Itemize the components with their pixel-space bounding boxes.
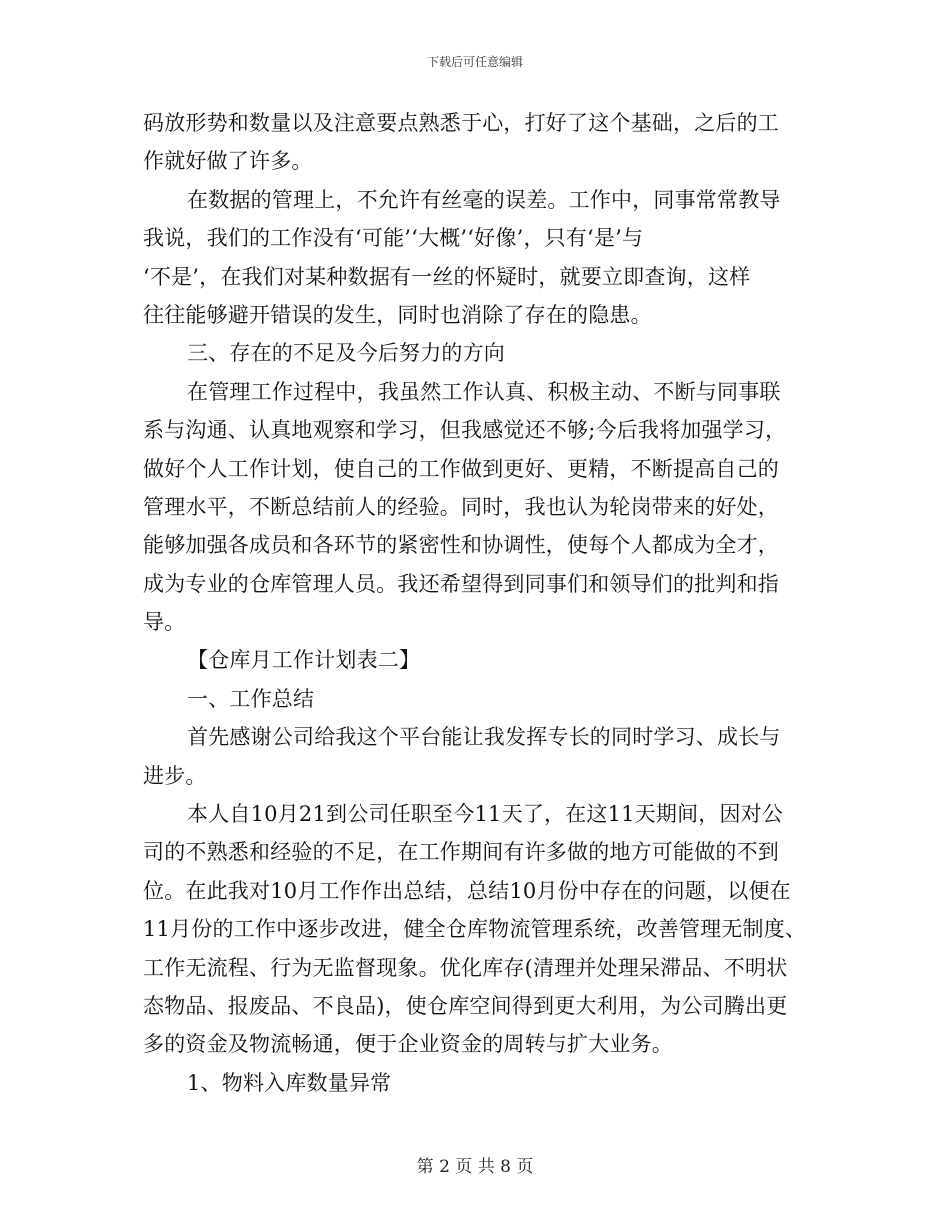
paragraph-line: 作就好做了许多。 <box>143 149 313 174</box>
paragraph-line: 工作无流程、行为无监督现象。优化库存(清理并处理呆滞品、不明状 <box>143 955 788 980</box>
paragraph-line: 我说，我们的工作没有‘可能’‘大概’‘好像’，只有‘是’与 <box>143 226 644 251</box>
paragraph-line: 做好个人工作计划，使自己的工作做到更好、更精，不断提高自己的 <box>143 456 779 481</box>
page-number: 第 2 页 共 8 页 <box>416 1157 534 1177</box>
paragraph-line: 位。在此我对10月工作作出总结，总结10月份中存在的问题，以便在 <box>143 878 791 903</box>
paragraph-line: 系与沟通、认真地观察和学习，但我感觉还不够;今后我将加强学习， <box>143 418 787 443</box>
paragraph-line: 态物品、报废品、不良品)，使仓库空间得到更大利用，为公司腾出更 <box>143 993 788 1018</box>
paragraph-line: 往往能够避开错误的发生，同时也消除了存在的隐患。 <box>143 302 652 327</box>
paragraph-line: 进步。 <box>143 763 207 788</box>
section-title: 【仓库月工作计划表二】 <box>187 648 421 673</box>
paragraph-line: 11月份的工作中逐步改进，健全仓库物流管理系统，改善管理无制度、 <box>143 917 807 942</box>
paragraph-line: 司的不熟悉和经验的不足，在工作期间有许多做的地方可能做的不到 <box>143 840 779 865</box>
paragraph-line: 在数据的管理上，不允许有丝毫的误差。工作中，同事常常教导 <box>187 187 781 212</box>
paragraph-line: 管理水平，不断总结前人的经验。同时，我也认为轮岗带来的好处， <box>143 494 779 519</box>
paragraph-line: ‘不是’，在我们对某种数据有一丝的怀疑时，就要立即查询，这样 <box>143 264 751 289</box>
section-heading: 三、存在的不足及今后努力的方向 <box>187 341 505 366</box>
paragraph-line: 成为专业的仓库管理人员。我还希望得到同事们和领导们的批判和指 <box>143 571 779 596</box>
page-header-note: 下载后可任意编辑 <box>426 55 523 69</box>
paragraph-line: 码放形势和数量以及注意要点熟悉于心，打好了这个基础，之后的工 <box>143 111 779 135</box>
document-body <box>143 104 807 1102</box>
paragraph-line: 本人自10月21到公司任职至今11天了，在这11天期间，因对公 <box>187 802 784 827</box>
paragraph-line: 多的资金及物流畅通，便于企业资金的周转与扩大业务。 <box>143 1032 673 1057</box>
paragraph-line: 首先感谢公司给我这个平台能让我发挥专长的同时学习、成长与 <box>187 725 781 750</box>
section-heading: 一、工作总结 <box>187 686 315 711</box>
paragraph-line: 能够加强各成员和各环节的紧密性和协调性，使每个人都成为全才， <box>143 533 779 558</box>
paragraph-line: 导。 <box>143 610 186 635</box>
paragraph-line: 在管理工作过程中，我虽然工作认真、积极主动、不断与同事联 <box>187 379 781 404</box>
section-heading: 1、物料入库数量异常 <box>187 1070 392 1095</box>
